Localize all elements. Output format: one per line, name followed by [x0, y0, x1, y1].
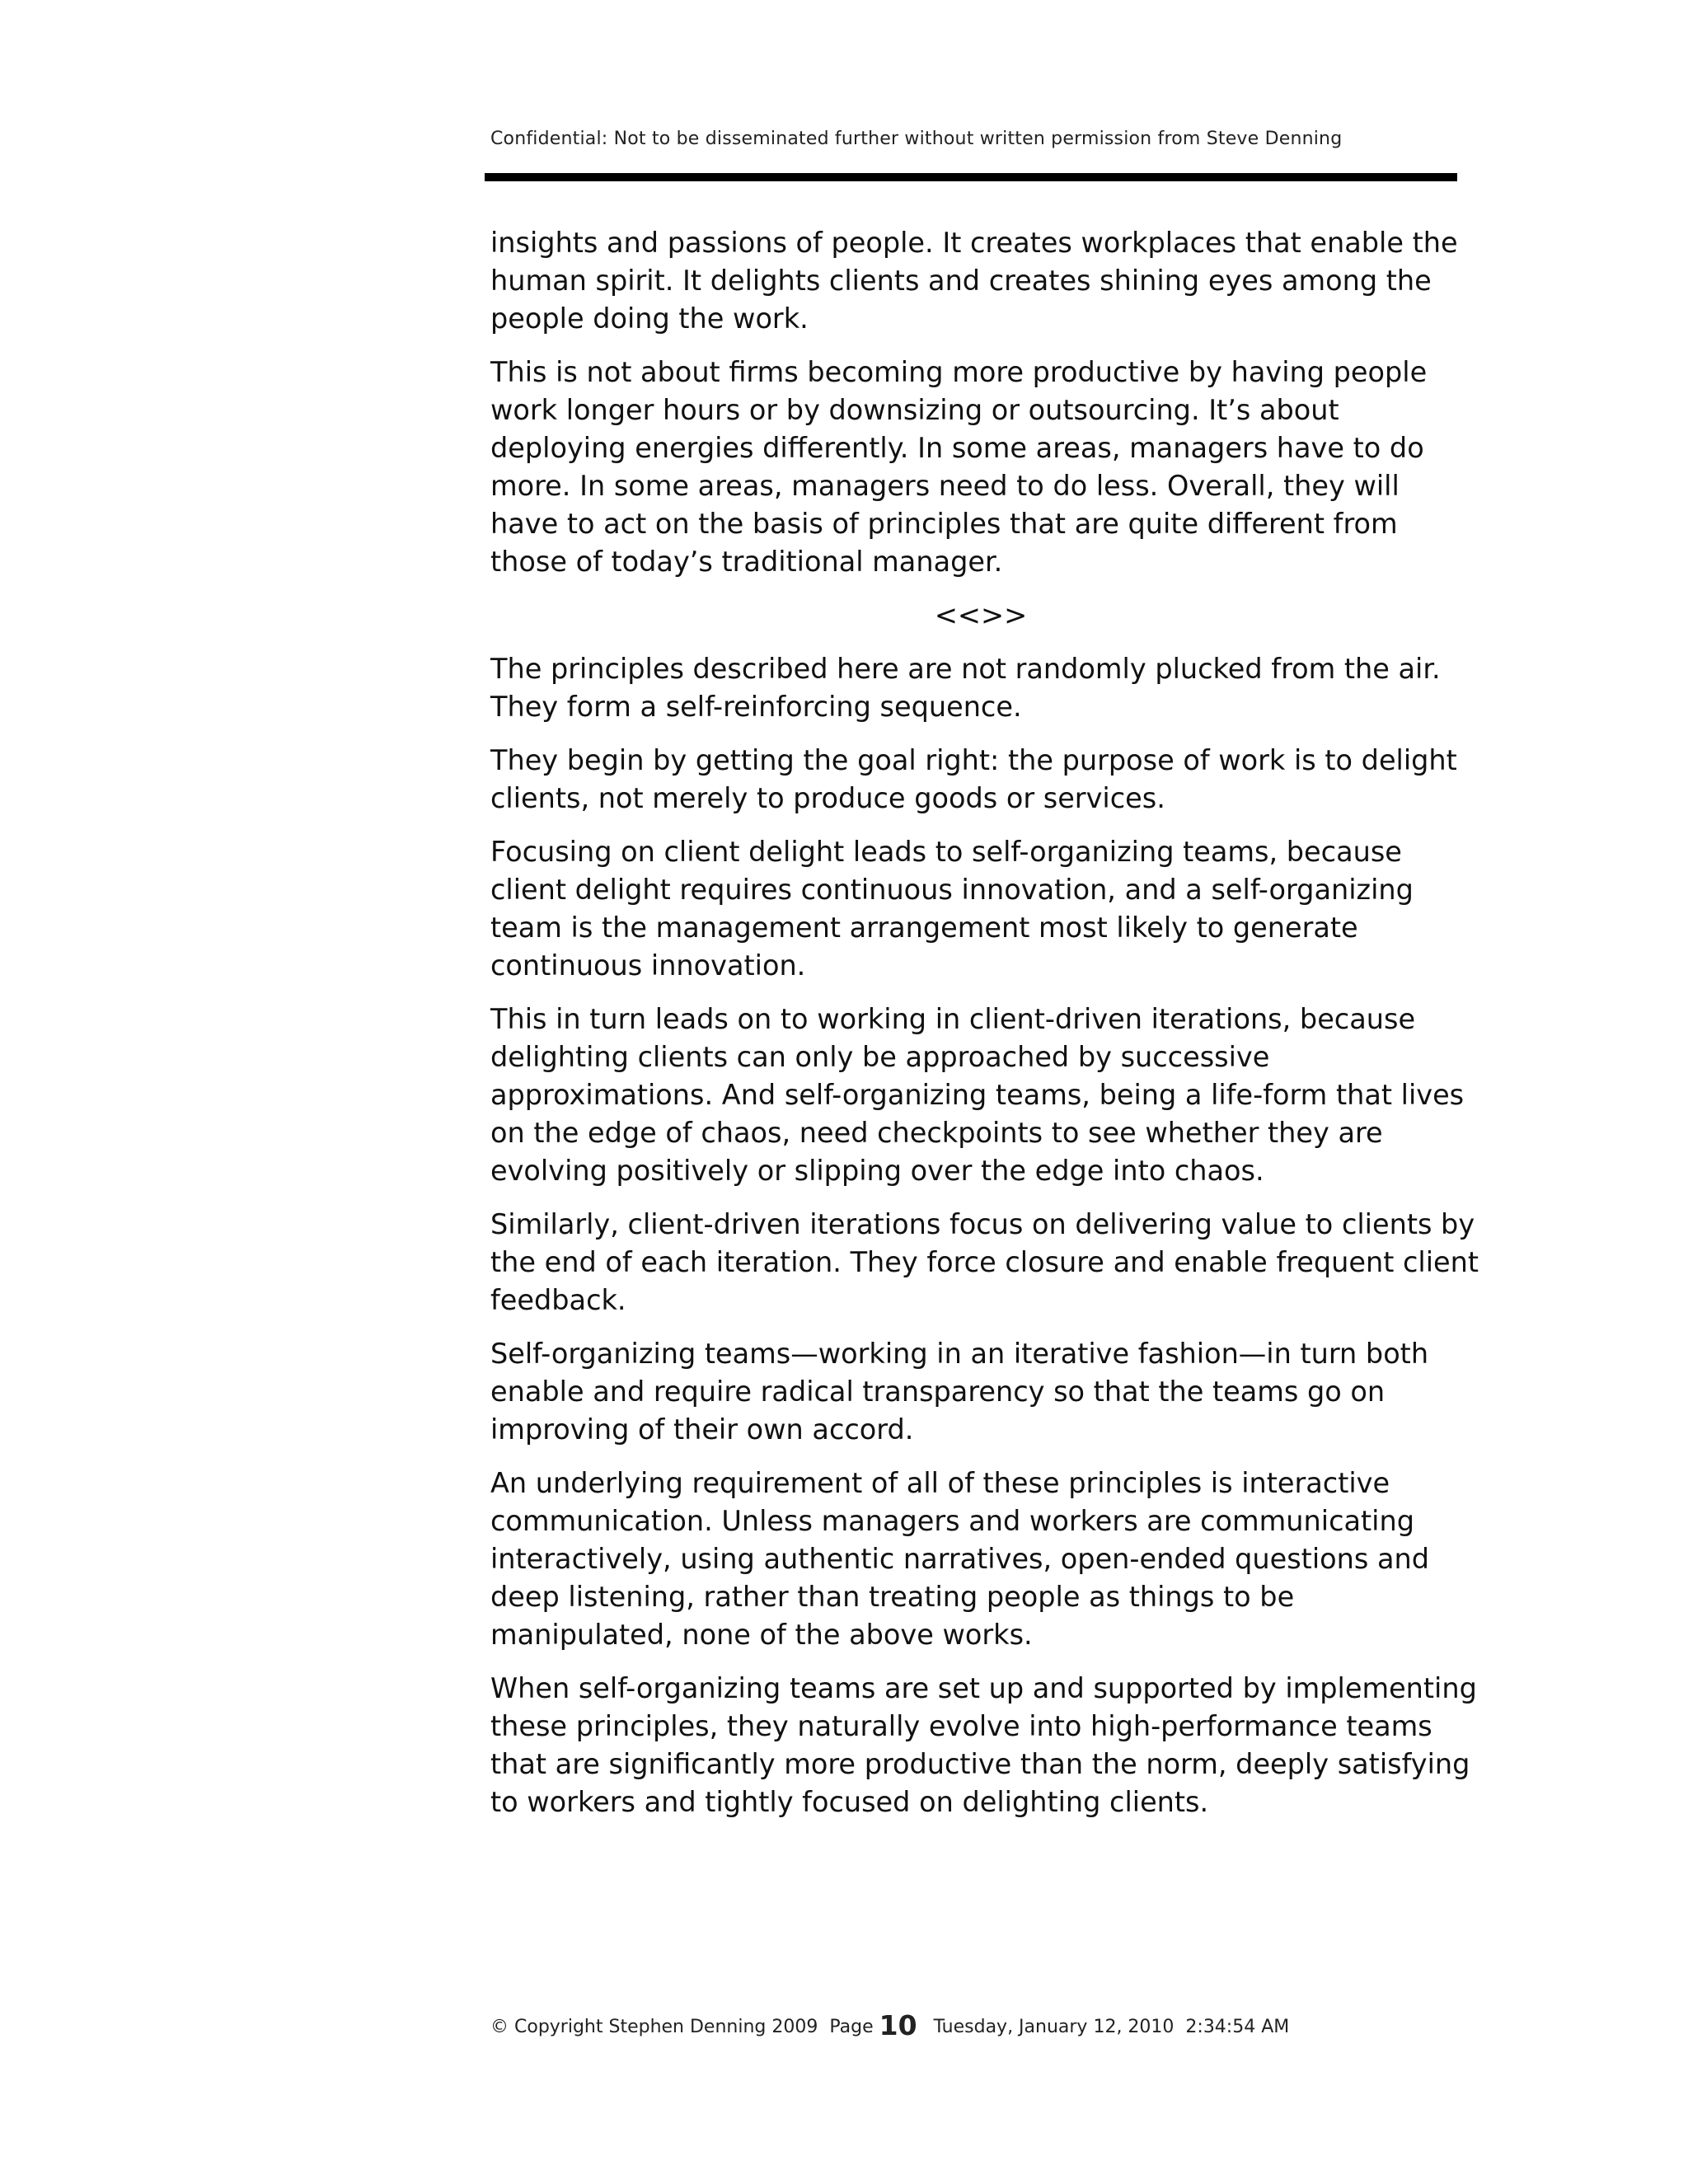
copyright-notice: © Copyright Stephen Denning 2009 — [490, 2017, 818, 2037]
paragraph: They begin by getting the goal right: the purpose of work is to delight clients, not merely to produce goods or services. — [490, 744, 1457, 814]
section-separator: <<>> — [934, 599, 1028, 631]
paragraph: The principles described here are not randomly plucked from the air. They form a self-reinforcing sequence. — [490, 653, 1441, 723]
paragraph: This is not about firms becoming more productive by having people work longer hours or by downsizing or outsourcing. It’s about deploying energies differently. In some areas, managers have to do more. In some areas, managers need to do less. Overall, they will have to act on the basis of principles that are quite different from those of today’s traditional manager. — [490, 356, 1428, 578]
paragraph: When self-organizing teams are set up and supported by implementing these principles, they naturally evolve into high-performance teams that are significantly more productive than the norm, deeply satisfying to workers and tightly focused on delighting clients. — [490, 1672, 1477, 1818]
paragraph: This in turn leads on to working in client-driven iterations, because delighting clients can only be approached by successive approximations. And self-organizing teams, being a life-form that lives on the edge of chaos, need checkpoints to see whether they are evolving positively or slipping over the edge into chaos. — [490, 1003, 1465, 1187]
page-number: 10 — [879, 2009, 917, 2041]
document-body — [490, 224, 1479, 1837]
confidentiality-header: Confidential: Not to be disseminated further without written permission from Steve Denning — [490, 129, 1343, 149]
paragraph: Focusing on client delight leads to self-organizing teams, because client delight requires continuous innovation, and a self-organizing team is the management arrangement most likely to generate continuous innovation. — [490, 836, 1414, 982]
print-datetime: Tuesday, January 12, 2010 2:34:54 AM — [933, 2017, 1290, 2037]
header-rule — [485, 173, 1457, 181]
paragraph: insights and passions of people. It creates workplaces that enable the human spirit. It delights clients and creates shining eyes among the people doing the work. — [490, 227, 1458, 335]
paragraph: Similarly, client-driven iterations focus on delivering value to clients by the end of each iteration. They force closure and enable frequent client feedback. — [490, 1208, 1479, 1316]
page-label: Page — [829, 2017, 874, 2037]
paragraph: An underlying requirement of all of these principles is interactive communication. Unless managers and workers are communicating interactively, using authentic narratives, open-ended questions and deep listening, rather than treating people as things to be manipulated, none of the above works. — [490, 1467, 1429, 1651]
paragraph: Self-organizing teams—working in an iterative fashion—in turn both enable and require radical transparency so that the teams go on improving of their own accord. — [490, 1338, 1429, 1446]
page-footer — [490, 2009, 1289, 2041]
